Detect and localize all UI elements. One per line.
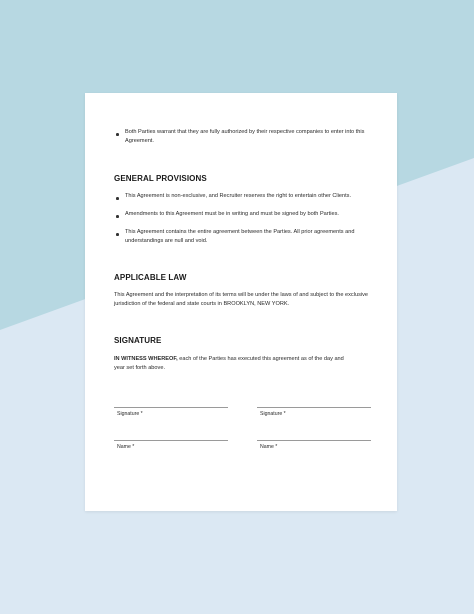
left-signature-line[interactable] xyxy=(114,407,228,408)
signature-heading: SIGNATURE xyxy=(114,336,162,345)
general-provisions-bullet-2: Amendments to this Agreement must be in writing and must be signed by both Parties. xyxy=(125,211,339,217)
applicable-law-heading: APPLICABLE LAW xyxy=(114,273,187,282)
document-page xyxy=(85,93,397,511)
general-provisions-bullet-3: This Agreement contains the entire agreement between the Parties. All prior agreements and understandings are null and void. xyxy=(125,229,355,245)
right-signature-label: Signature * xyxy=(260,411,286,417)
general-provisions-bullet-1: This Agreement is non-exclusive, and Recruiter reserves the right to entertain other Clients. xyxy=(125,193,352,199)
bullet-marker xyxy=(116,215,119,218)
general-provisions-heading: GENERAL PROVISIONS xyxy=(114,174,207,183)
witness-body-text: each of the Parties has executed this agreement as of the day and year set forth above. xyxy=(114,356,344,372)
left-name-label: Name * xyxy=(117,444,135,450)
witness-lead-text: IN WITNESS WHEREOF, xyxy=(114,356,178,362)
intro-bullet-text: Both Parties warrant that they are fully authorized by their respective companies to enter into this Agreement. xyxy=(125,129,365,145)
bullet-marker xyxy=(116,233,119,236)
bullet-marker xyxy=(116,133,119,136)
bullet-marker xyxy=(116,197,119,200)
signature-statement xyxy=(114,355,354,374)
left-name-line[interactable] xyxy=(114,440,228,441)
right-signature-line[interactable] xyxy=(257,407,371,408)
right-name-label: Name * xyxy=(260,444,278,450)
left-signature-label: Signature * xyxy=(117,411,143,417)
applicable-law-text: This Agreement and the interpretation of its terms will be under the laws of and subject to the exclusive jurisdiction of the federal and state courts in BROOKLYN, NEW YORK. xyxy=(114,292,369,308)
right-name-line[interactable] xyxy=(257,440,371,441)
